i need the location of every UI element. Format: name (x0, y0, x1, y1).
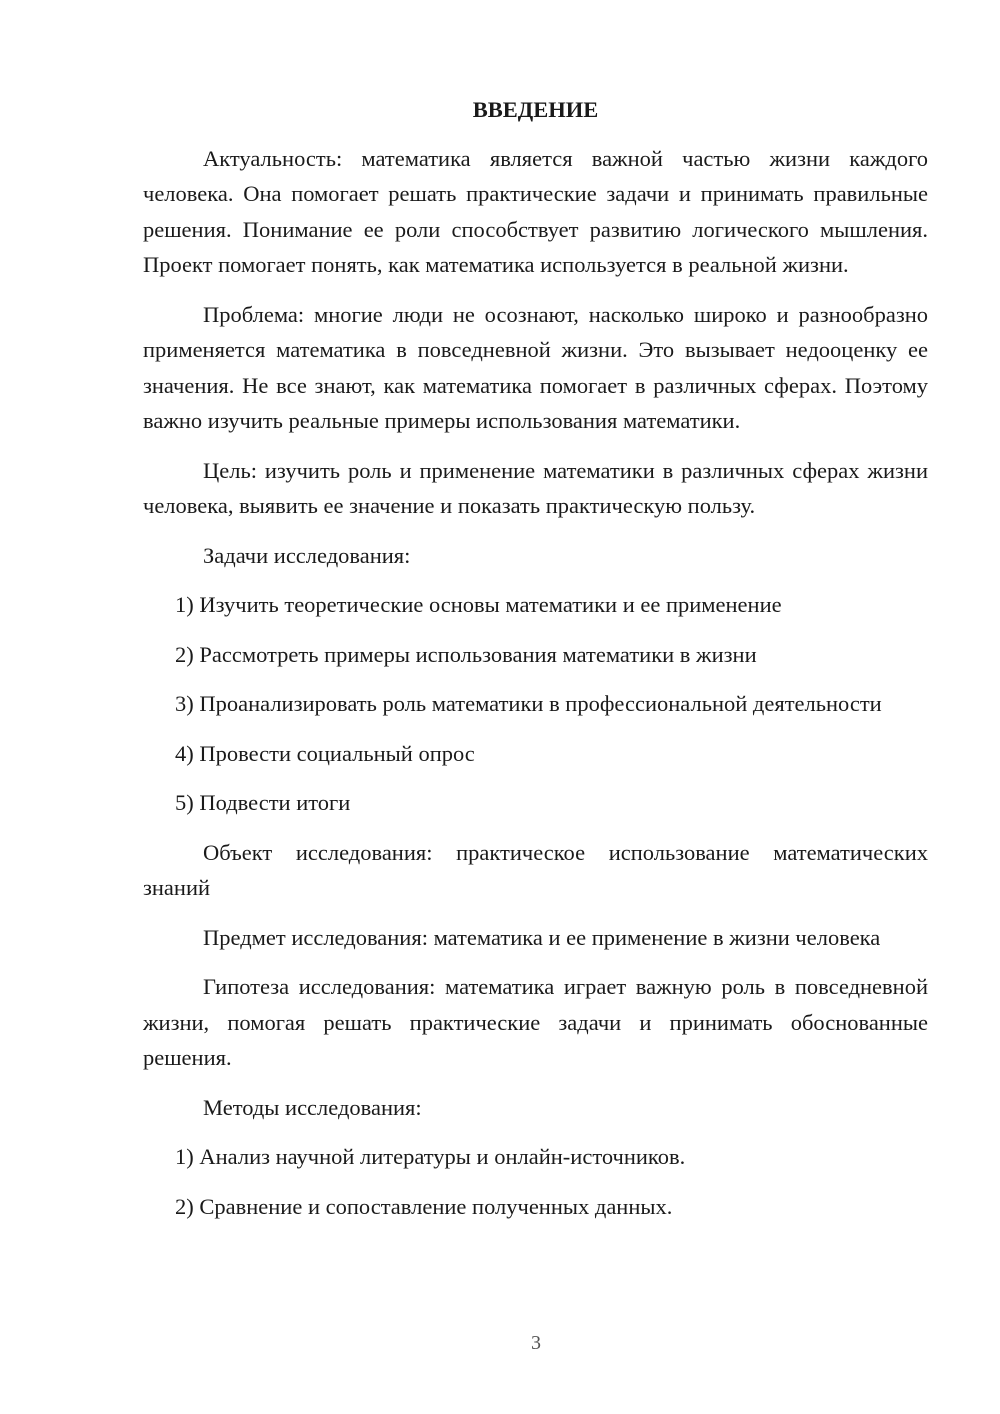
paragraph-goal: Цель: изучить роль и применение математики в различных сферах жизни человека, выявить ее значение и показать практическую пользу. (143, 457, 928, 518)
paragraph-tasks-heading: Задачи исследования: (203, 542, 411, 568)
task-item-3: 3) Проанализировать роль математики в профессиональной деятельности (175, 691, 882, 716)
paragraph-problem: Проблема: многие люди не осознают, насколько широко и разнообразно применяется математика в повседневной жизни. Это вызывает недооценку ее значения. Не все знают, как математика помогает в различных сферах. Поэтому важно изучить реальные примеры использования математики. (143, 301, 928, 433)
task-item-4: 4) Провести социальный опрос (175, 740, 475, 766)
task-item-5: 5) Подвести итоги (175, 790, 351, 815)
task-item-1: 1) Изучить теоретические основы математики и ее применение (175, 592, 782, 617)
paragraph-relevance: Актуальность: математика является важной частью жизни каждого человека. Она помогает решать практические задачи и принимать правильные решения. Понимание ее роли способствует развитию логического мышления. Проект помогает понять, как математика используется в реальной жизни. (143, 145, 928, 277)
paragraph-hypothesis: Гипотеза исследования: математика играет важную роль в повседневной жизни, помогая решать практические задачи и принимать обоснованные решения. (143, 974, 928, 1070)
document-page (143, 92, 928, 1238)
section-title: ВВЕДЕНИЕ (472, 97, 599, 122)
task-item-2: 2) Рассмотреть примеры использования математики в жизни (175, 641, 757, 667)
paragraph-methods-heading: Методы исследования: (203, 1094, 422, 1120)
method-item-1: 1) Анализ научной литературы и онлайн-источников. (175, 1144, 686, 1169)
method-item-2: 2) Сравнение и сопоставление полученных данных. (175, 1193, 673, 1219)
paragraph-object: Объект исследования: практическое использование математических знаний (143, 839, 928, 900)
page-number: 3 (531, 1332, 541, 1354)
paragraph-subject: Предмет исследования: математика и ее применение в жизни человека (203, 924, 881, 950)
